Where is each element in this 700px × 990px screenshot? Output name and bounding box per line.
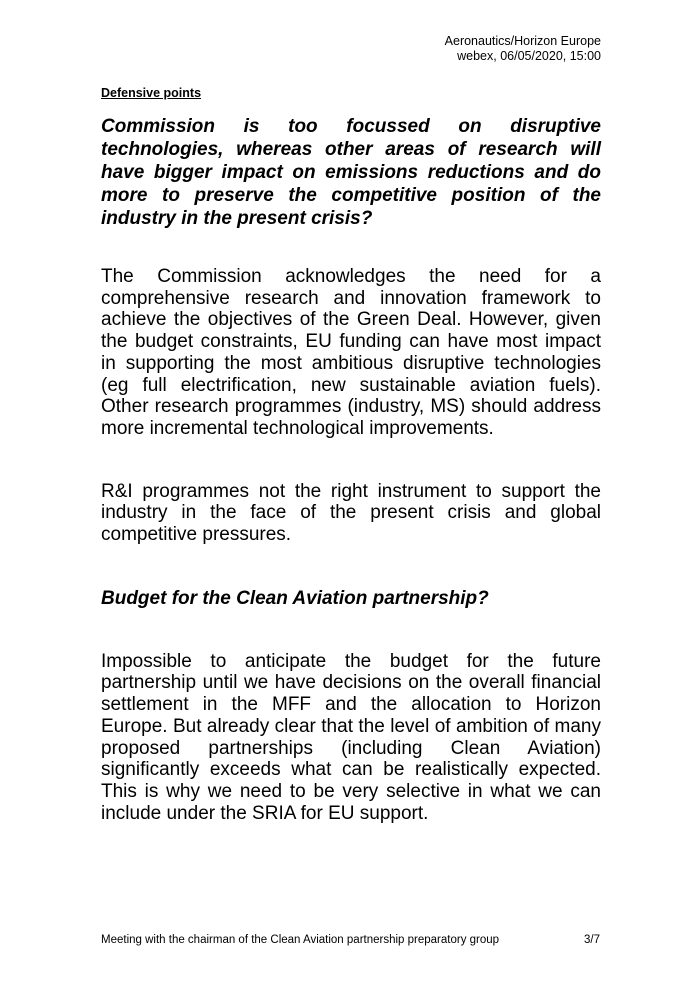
header-line-2: webex, 06/05/2020, 15:00 <box>457 49 601 63</box>
page-content <box>101 85 601 824</box>
question-budget: Budget for the Clean Aviation partnership? <box>101 587 489 609</box>
section-label: Defensive points <box>101 86 202 100</box>
page-header <box>445 34 601 64</box>
answer-paragraph-1: The Commission acknowledges the need for a comprehensive research and innovation framework to achieve the objectives of the Green Deal. However, given the budget constraints, EU funding can have most impact in supporting the most ambitious disruptive technologies (eg full electrification, new sustainable aviation fuels). Other research programmes (industry, MS) should address more incremental technological improvements. <box>101 266 601 439</box>
header-line-1: Aeronautics/Horizon Europe <box>444 34 601 48</box>
page-footer <box>101 933 600 947</box>
page-number: 3/7 <box>584 934 600 946</box>
question-disruptive-technologies: Commission is too focussed on disruptive technologies, whereas other areas of research will have bigger impact on emissions reductions and do more to preserve the competitive position of the industry in the present crisis? <box>101 116 601 229</box>
footer-title: Meeting with the chairman of the Clean Aviation partnership preparatory group <box>101 934 500 946</box>
answer-paragraph-2: R&I programmes not the right instrument to support the industry in the face of the present crisis and global competitive pressures. <box>101 480 601 546</box>
answer-budget-paragraph: Impossible to anticipate the budget for the future partnership until we have decisions on the overall financial settlement in the MFF and the allocation to Horizon Europe. But already clear that the level of ambition of many proposed partnerships (including Clean Aviation) significantly exceeds what can be realistically expected. This is why we need to be very selective in what we can include under the SRIA for EU support. <box>101 650 601 824</box>
